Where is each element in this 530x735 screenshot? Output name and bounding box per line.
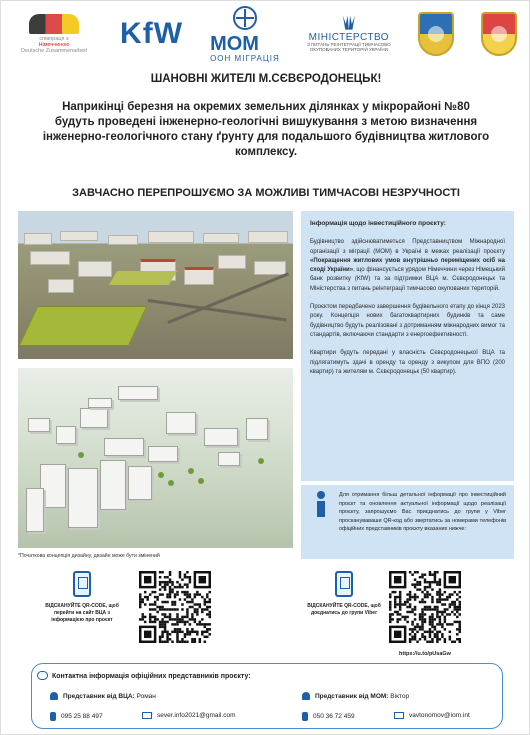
qr-label-vca: ВІДСКАНУЙТЕ QR-CODE, щоб перейти на сайт ВЦА з інформацією про проєкт [45, 603, 119, 623]
qr-label-viber: ВІДСКАНУЙТЕ QR-CODE, щоб доєднатись до групи Viber [307, 603, 381, 616]
info-title: Інформація щодо інвестиційного проєкту: [310, 220, 446, 227]
chat-icon [37, 671, 48, 680]
mail-icon [394, 712, 404, 719]
person-icon [50, 692, 58, 700]
iom-logo: МОМ ООН МІГРАЦІЯ [210, 6, 280, 63]
contacts-title: Контактна інформація офіційних представників проєкту: [52, 673, 251, 680]
iom-email[interactable]: vavtonomov@iom.int [394, 712, 470, 719]
render-image [18, 368, 293, 548]
apology-heading: ЗАВЧАСНО ПЕРЕПРОШУЄМО ЗА МОЖЛИВІ ТИМЧАСОВІ НЕЗРУЧНОСТІ [72, 187, 460, 199]
main-announcement: Наприкінці березня на окремих земельних ділянках у мікрорайоні №80 будуть проведені інженерно-геологічні вишукування з метою визначення інженерно-геологічного стану ґрунту для подальшого будівництва житлового комплексу. [42, 101, 490, 158]
iom-representative: Представник від МОМ: Віктор [302, 692, 409, 700]
aerial-photo [18, 211, 293, 359]
qr-code-vca[interactable] [139, 571, 211, 643]
qr-block-vca [39, 571, 211, 643]
info-icon [311, 491, 331, 517]
qr-code-viber[interactable] [389, 571, 461, 643]
viber-note: Для отримання більш детальної інформації про інвестиційний проєкт та оновлення актуальної інформації щодо реалізації проєкту, запрошуємо Вас приєднатись до групи у Viber проскануваваши QR-код або звертатись за номерами телефонів офіційних представників проєкту вказаних нижче: [301, 485, 514, 559]
logo-strip [15, 7, 517, 61]
vca-email[interactable]: sever.info2021@gmail.com [142, 712, 236, 719]
kfw-logo: KfW [120, 17, 184, 50]
phone-scan-icon [73, 571, 91, 597]
greeting-heading: ШАНОВНІ ЖИТЕЛІ М.СЄВЄРОДОНЕЦЬК! [150, 73, 382, 85]
giz-logo: співпраця з Німеччиною Deutsche Zusammenarbeit [15, 14, 93, 54]
info-paragraph-2: Проєктом передбачено завершення будівельного етапу до кінця 2023 року. Концепція нових багатоквартирних будинків та саме будівництво будуть реалізовані з дотриманням міжнародних вимог та стандартів, включаючи стандарти з енергоефективності. [310, 304, 505, 338]
vca-phone[interactable]: 095 25 88 497 [50, 712, 103, 721]
phone-icon [302, 712, 308, 721]
iom-globe-icon [233, 6, 257, 30]
ministry-logo: МІНІСТЕРСТВО З ПИТАНЬ РЕІНТЕГРАЦІЇ ТИМЧАСОВО ОКУПОВАНИХ ТЕРИТОРІЙ УКРАЇНИ [307, 16, 391, 53]
mail-icon [142, 712, 152, 719]
contacts-box [31, 663, 503, 729]
qr-block-viber [301, 571, 461, 657]
phone-scan-icon [335, 571, 353, 597]
city-crest-icon [481, 12, 517, 56]
person-icon [302, 692, 310, 700]
vca-representative: Представник від ВЦА: Роман [50, 692, 156, 700]
viber-url[interactable]: https://u.to/pUsaGw [399, 651, 451, 657]
phone-icon [50, 712, 56, 721]
project-info-panel [301, 211, 514, 481]
image-caption: *Початкова концепція дизайну, дизайн може бути змінений [18, 553, 160, 559]
info-paragraph-3: Квартири будуть передані у власність Сєвєродонецької ВЦА та підлягатимуть здачі в оренду та оренду з викупом для ВПО (200 квартир) та жителям м. Сєвєродонецьк (50 квартир). [310, 350, 505, 375]
trident-icon [343, 16, 355, 30]
iom-phone[interactable]: 050 36 72 459 [302, 712, 355, 721]
oblast-crest-icon [418, 12, 454, 56]
giz-flag-icon [29, 14, 79, 34]
info-paragraph-1: Будівництво здійснюватиметься Представництвом Міжнародної організації з міграції (МОМ) в Україні в межах реалізації проєкту «Покращення житлових умов внутрішньо переміщених осіб на сході України», що фінансується урядом Німеччини через Німецький банк розвитку (KfW) та за підтримки ВЦА м. Сєвєродонецьк та Міністерства з питань реінтеграції тимчасово окупованих територій. [310, 239, 505, 292]
